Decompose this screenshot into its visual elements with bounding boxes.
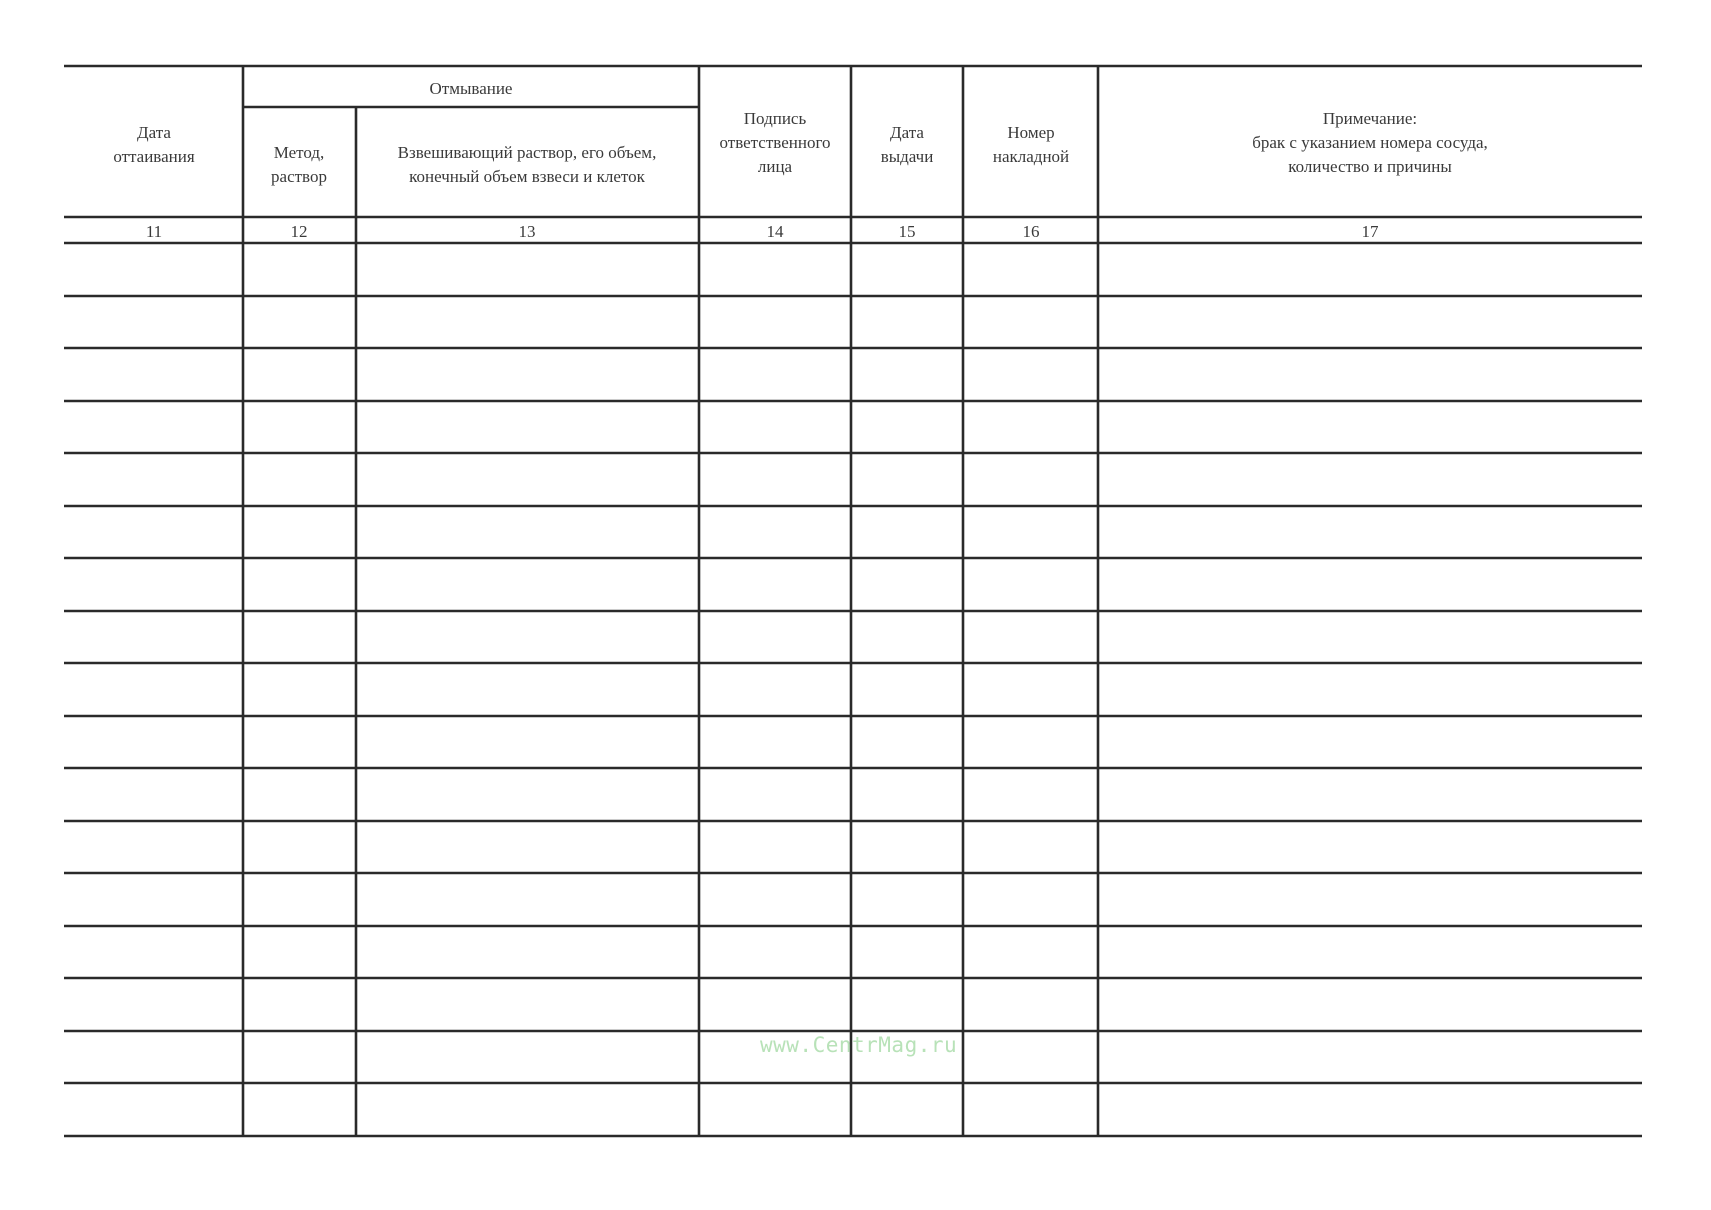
header-col-12-line-2: раствор xyxy=(271,167,327,186)
header-col-15-issue-date xyxy=(881,123,934,166)
header-col-16-line-2: накладной xyxy=(992,147,1070,166)
header-col-17-line-2: брак с указанием номера сосуда, xyxy=(1252,133,1488,152)
column-number-15: 15 xyxy=(898,222,916,241)
column-number-17: 17 xyxy=(1361,222,1379,241)
header-col-14-line-2: ответственного xyxy=(719,133,831,152)
header-col-13-line-1: Взвешивающий раствор, его объем, xyxy=(397,143,657,162)
header-col-11-line-2: оттаивания xyxy=(113,147,195,166)
watermark: www.CentrMag.ru xyxy=(760,1033,958,1057)
header-col-12-method xyxy=(271,143,327,186)
column-number-14: 14 xyxy=(766,222,784,241)
header-col-17-note xyxy=(1252,109,1488,176)
header-col-15-line-1: Дата xyxy=(890,123,924,142)
group-header-otmyvanie: Отмывание xyxy=(429,79,513,98)
header-col-13-suspension xyxy=(398,143,657,186)
header-col-12-line-1: Метод, xyxy=(273,143,325,162)
header-col-11-line-1: Дата xyxy=(137,123,171,142)
column-number-11: 11 xyxy=(145,222,163,241)
column-number-16: 16 xyxy=(1022,222,1040,241)
header-col-14-line-3: лица xyxy=(757,157,793,176)
header-col-13-line-2: конечный объем взвеси и клеток xyxy=(409,167,645,186)
header-col-14-line-1: Подпись xyxy=(743,109,807,128)
header-col-11-thaw-date xyxy=(113,123,195,166)
header-col-17-line-3: количество и причины xyxy=(1288,157,1452,176)
column-number-row xyxy=(146,222,1379,241)
column-number-12: 12 xyxy=(290,222,308,241)
header-col-17-line-1: Примечание: xyxy=(1322,109,1418,128)
header-col-15-line-2: выдачи xyxy=(880,147,934,166)
header-col-14-signature xyxy=(719,109,830,176)
header-col-16-line-1: Номер xyxy=(1007,123,1055,142)
column-number-13: 13 xyxy=(518,222,536,241)
header-col-16-waybill-number xyxy=(993,123,1069,166)
